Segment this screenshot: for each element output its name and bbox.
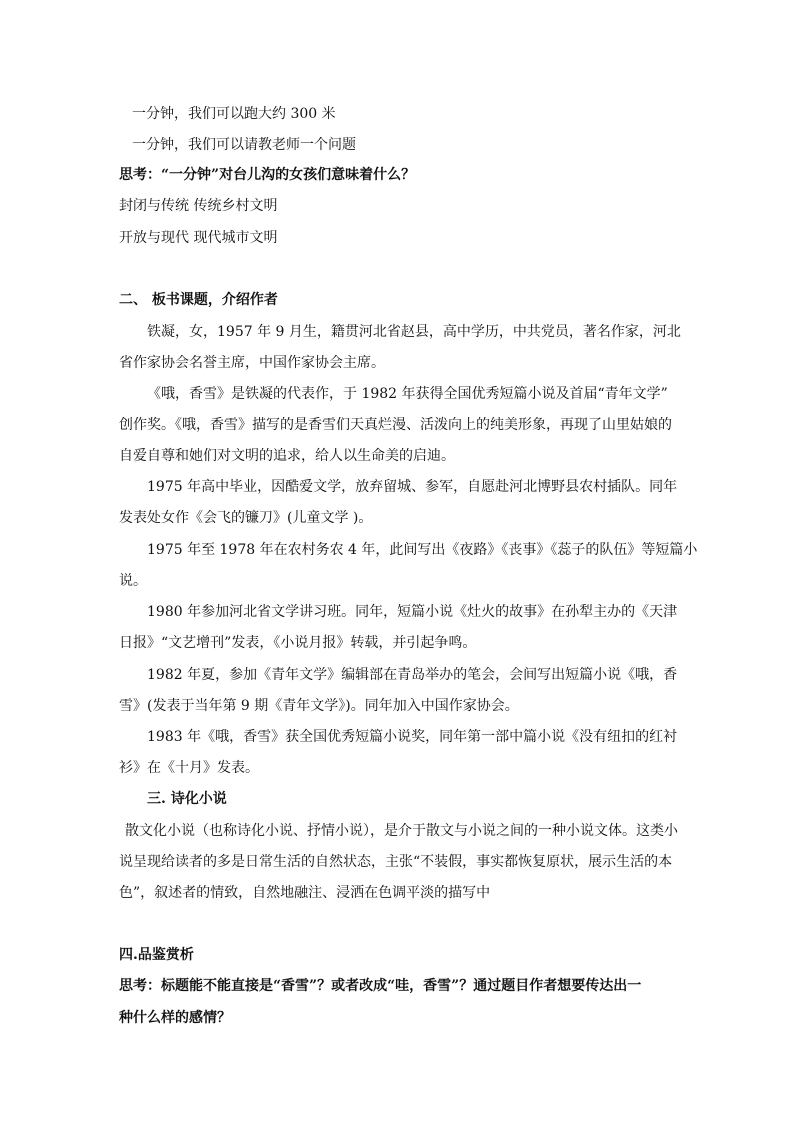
text-line: 封闭与传统 传统乡村文明	[119, 198, 278, 214]
text-line: 1980 年参加河北省文学讲习班。同年，短篇小说《灶火的故事》在孙犁主办的《天津	[147, 604, 678, 620]
text-line: 创作奖。《哦，香雪》描写的是香雪们天真烂漫、活泼向上的纯美形象，再现了山里姑娘的	[119, 417, 672, 433]
section-heading: 三. 诗化小说	[147, 791, 227, 807]
text-line: 色”，叙述者的情致，自然地融注、浸洒在色调平淡的描写中	[119, 885, 491, 901]
text-line: 一分钟，我们可以跑大约 300 米	[132, 106, 336, 122]
text-line: 开放与现代 现代城市文明	[119, 230, 278, 246]
section-heading: 二、 板书课题，介绍作者	[119, 292, 278, 308]
text-line: 发表处女作《会飞的镰刀》(儿童文学 )。	[119, 510, 373, 526]
text-line: 说呈现给读者的多是日常生活的自然状态，主张“不装假，事实都恢复原状，展示生活的本	[119, 854, 673, 870]
question-heading: 思考：标题能不能直接是“香雪”？或者改成“哇，香雪”？通过题目作者想要传达出一	[119, 978, 642, 994]
question-heading: 种什么样的感情？	[119, 1010, 231, 1026]
text-line: 日报》“文艺增刊”发表，《小说月报》转载，并引起争鸣。	[119, 635, 477, 651]
text-line: 1975 年至 1978 年在农村务农 4 年，此间写出《夜路》《丧事》《蕊子的队伍》等短篇小	[147, 542, 698, 558]
text-line: 一分钟，我们可以请教老师一个问题	[132, 137, 356, 153]
section-heading: 四.品鉴赏析	[119, 947, 194, 963]
text-line: 自爱自尊和她们对文明的追求，给人以生命美的启迪。	[119, 448, 455, 464]
text-line: 铁凝，女，1957 年 9 月生，籍贯河北省赵县，高中学历，中共党员，著名作家，河北	[147, 324, 681, 340]
text-line: 雪》(发表于当年第 9 期《青年文学》)。同年加入中国作家协会。	[119, 698, 519, 714]
text-line: 1983 年《哦，香雪》获全国优秀短篇小说奖，同年第一部中篇小说《没有纽扣的红衬	[147, 729, 678, 745]
text-line: 说。	[119, 573, 147, 589]
text-line: 1982 年夏，参加《青年文学》编辑部在青岛举办的笔会，会间写出短篇小说《哦，香	[147, 667, 678, 683]
question-heading: 思考：“一分钟”对台儿沟的女孩们意味着什么？	[119, 167, 416, 183]
text-line: 衫》在《十月》发表。	[119, 760, 259, 776]
text-line: 1975 年高中毕业，因酷爱文学，放弃留城、参军，自愿赴河北博野县农村插队。同年	[147, 479, 678, 495]
text-line: 《哦，香雪》是铁凝的代表作，于 1982 年获得全国优秀短篇小说及首届“青年文学”	[147, 386, 668, 402]
text-line: 省作家协会名誉主席，中国作家协会主席。	[119, 355, 385, 371]
text-line: 散文化小说（也称诗化小说、抒情小说），是介于散文与小说之间的一种小说文体。这类小	[125, 823, 678, 839]
